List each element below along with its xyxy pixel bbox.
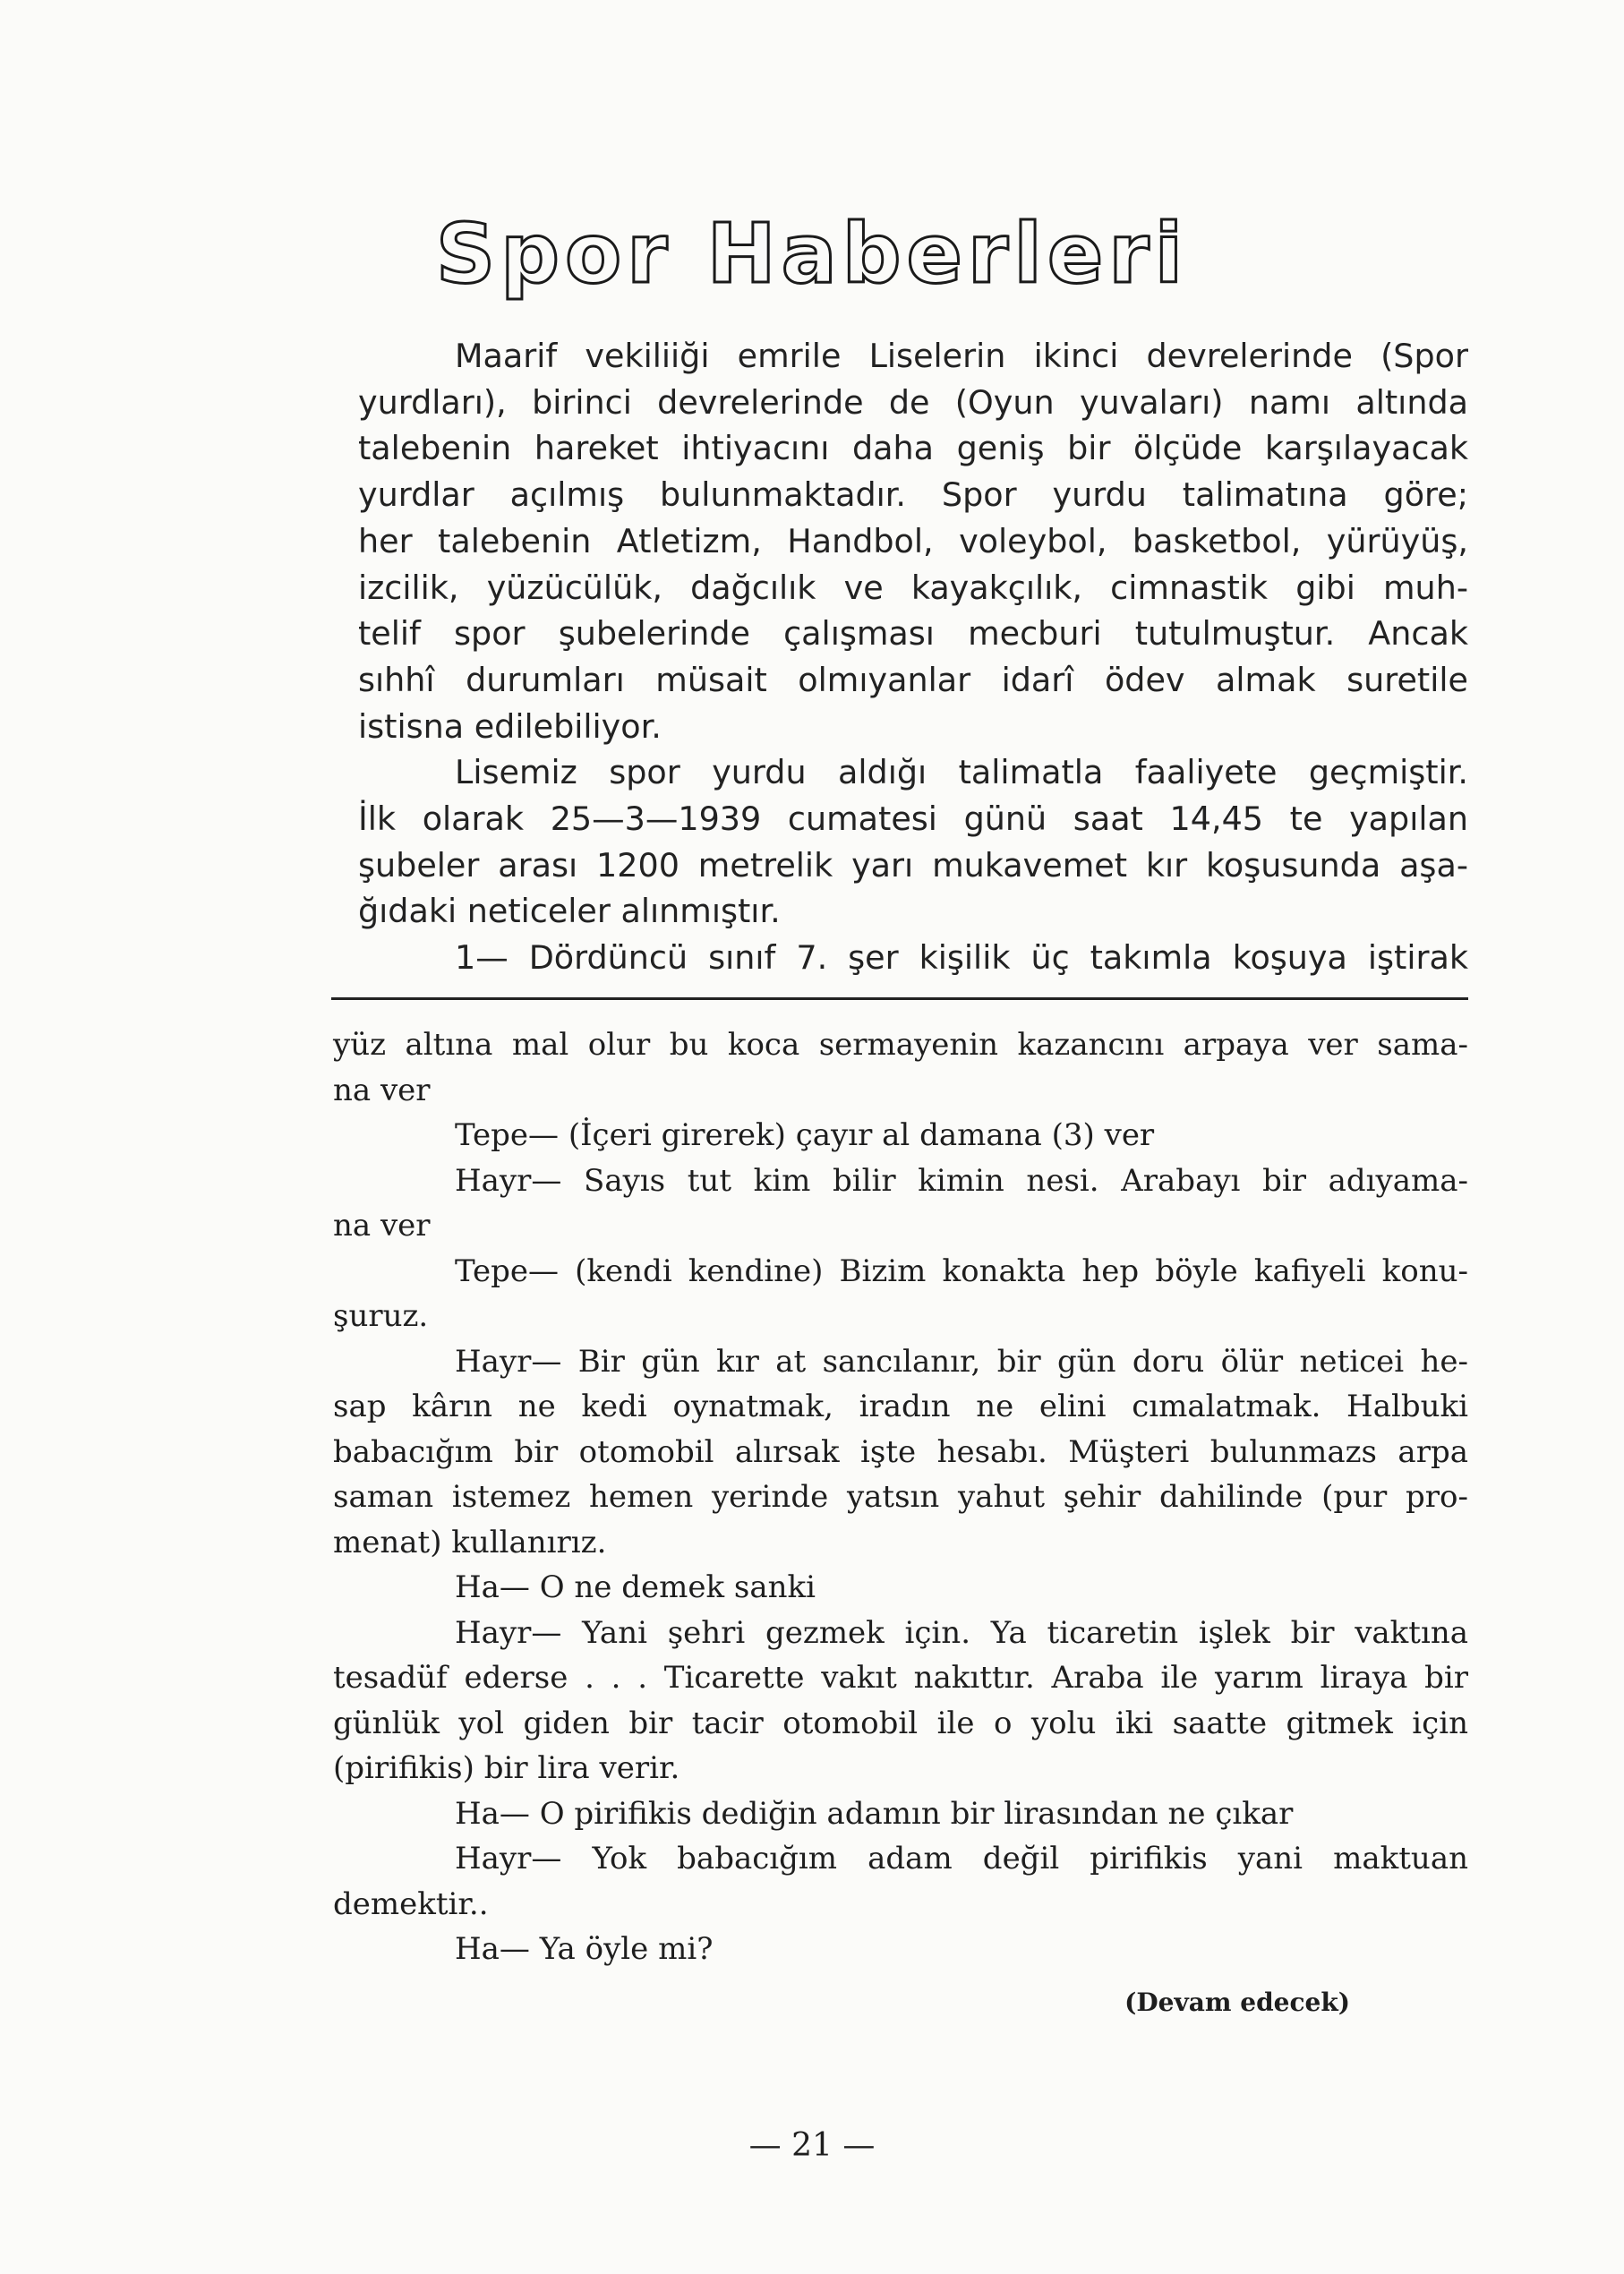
article-text-line: yurdlar açılmış bulunmaktadır. Spor yurdu talimatına göre;	[358, 475, 1468, 515]
dialogue-text-line: Hayr— Bir gün kır at sancılanır, bir gün doru ölür neticei he-	[455, 1343, 1468, 1380]
article-text-line: istisna edilebiliyor.	[358, 706, 662, 746]
article-text-line: izcilik, yüzücülük, dağcılık ve kayakçılık, cimnastik gibi muh-	[358, 568, 1468, 607]
dialogue-text-line: (pirifikis) bir lira verir.	[333, 1750, 680, 1786]
dialogue-text-line: na ver	[333, 1208, 431, 1244]
dialogue-text-line: Hayr— Yok babacığım adam değil pirifikis yani maktuan	[455, 1841, 1468, 1876]
dialogue-text-line: şuruz.	[333, 1298, 429, 1334]
play-dialogue-continuation	[333, 1022, 1468, 1972]
dialogue-text-line: Hayr— Yani şehri gezmek için. Ya ticaretin işlek bir vaktına	[455, 1614, 1468, 1651]
sports-news-article	[358, 333, 1468, 981]
dialogue-text-line: günlük yol giden bir tacir otomobil ile o yolu iki saatte gitmek için	[333, 1705, 1468, 1741]
page-title: Spor Haberleri	[435, 206, 1189, 302]
page-number: — 21 —	[748, 2127, 876, 2164]
dialogue-text-line: menat) kullanırız.	[333, 1524, 607, 1560]
article-text-line: telif spor şubelerinde çalışması mecburi tutulmuştur. Ancak	[358, 614, 1468, 654]
dialogue-text-line: tesadüf ederse . . . Ticarette vakıt nakıttır. Araba ile yarım liraya bir	[333, 1660, 1468, 1696]
article-text-line: yurdları), birinci devrelerinde de (Oyun yuvaları) namı altında	[358, 382, 1468, 422]
article-text-line: talebenin hareket ihtiyacını daha geniş bir ölçüde karşılayacak	[358, 429, 1468, 468]
article-text-line: ğıdaki neticeler alınmıştır.	[358, 892, 781, 931]
article-text-line: şubeler arası 1200 metrelik yarı mukavemet kır koşusunda aşa-	[358, 845, 1468, 885]
dialogue-text-line: Tepe— (İçeri girerek) çayır al damana (3) ver	[455, 1117, 1155, 1153]
section-divider	[331, 997, 1468, 1000]
article-text-line: 1— Dördüncü sınıf 7. şer kişilik üç takımla koşuya iştirak	[455, 938, 1468, 978]
continued-note: (Devam edecek)	[1124, 1988, 1350, 2017]
dialogue-text-line: Ha— O pirifikis dediğin adamın bir lirasından ne çıkar	[455, 1795, 1294, 1832]
article-text-line: Lisemiz spor yurdu aldığı talimatla faaliyete geçmiştir.	[455, 753, 1468, 792]
dialogue-text-line: Ha— Ya öyle mi?	[455, 1931, 714, 1967]
dialogue-text-line: na ver	[333, 1072, 431, 1108]
article-text-line: her talebenin Atletizm, Handbol, voleybol, basketbol, yürüyüş,	[358, 521, 1468, 560]
dialogue-text-line: demektir..	[333, 1885, 489, 1922]
dialogue-text-line: sap kârın ne kedi oynatmak, iradın ne elini cımalatmak. Halbuki	[333, 1389, 1468, 1424]
article-text-line: Maarif vekiliiği emrile Liselerin ikinci devrelerinde (Spor	[455, 337, 1468, 375]
dialogue-text-line: saman istemez hemen yerinde yatsın yahut şehir dahilinde (pur pro-	[333, 1479, 1468, 1515]
dialogue-text-line: Ha— O ne demek sanki	[455, 1569, 816, 1605]
article-text-line: İlk olarak 25—3—1939 cumatesi günü saat 14,45 te yapılan	[358, 799, 1468, 839]
dialogue-text-line: Tepe— (kendi kendine) Bizim konakta hep böyle kafiyeli konu-	[455, 1252, 1468, 1289]
dialogue-text-line: Hayr— Sayıs tut kim bilir kimin nesi. Arabayı bir adıyama-	[455, 1162, 1468, 1199]
dialogue-text-line: babacığım bir otomobil alırsak işte hesabı. Müşteri bulunmazs arpa	[333, 1433, 1468, 1470]
dialogue-text-line: yüz altına mal olur bu koca sermayenin kazancını arpaya ver sama-	[333, 1027, 1468, 1063]
article-text-line: sıhhî durumları müsait olmıyanlar idarî ödev almak suretile	[358, 660, 1468, 699]
